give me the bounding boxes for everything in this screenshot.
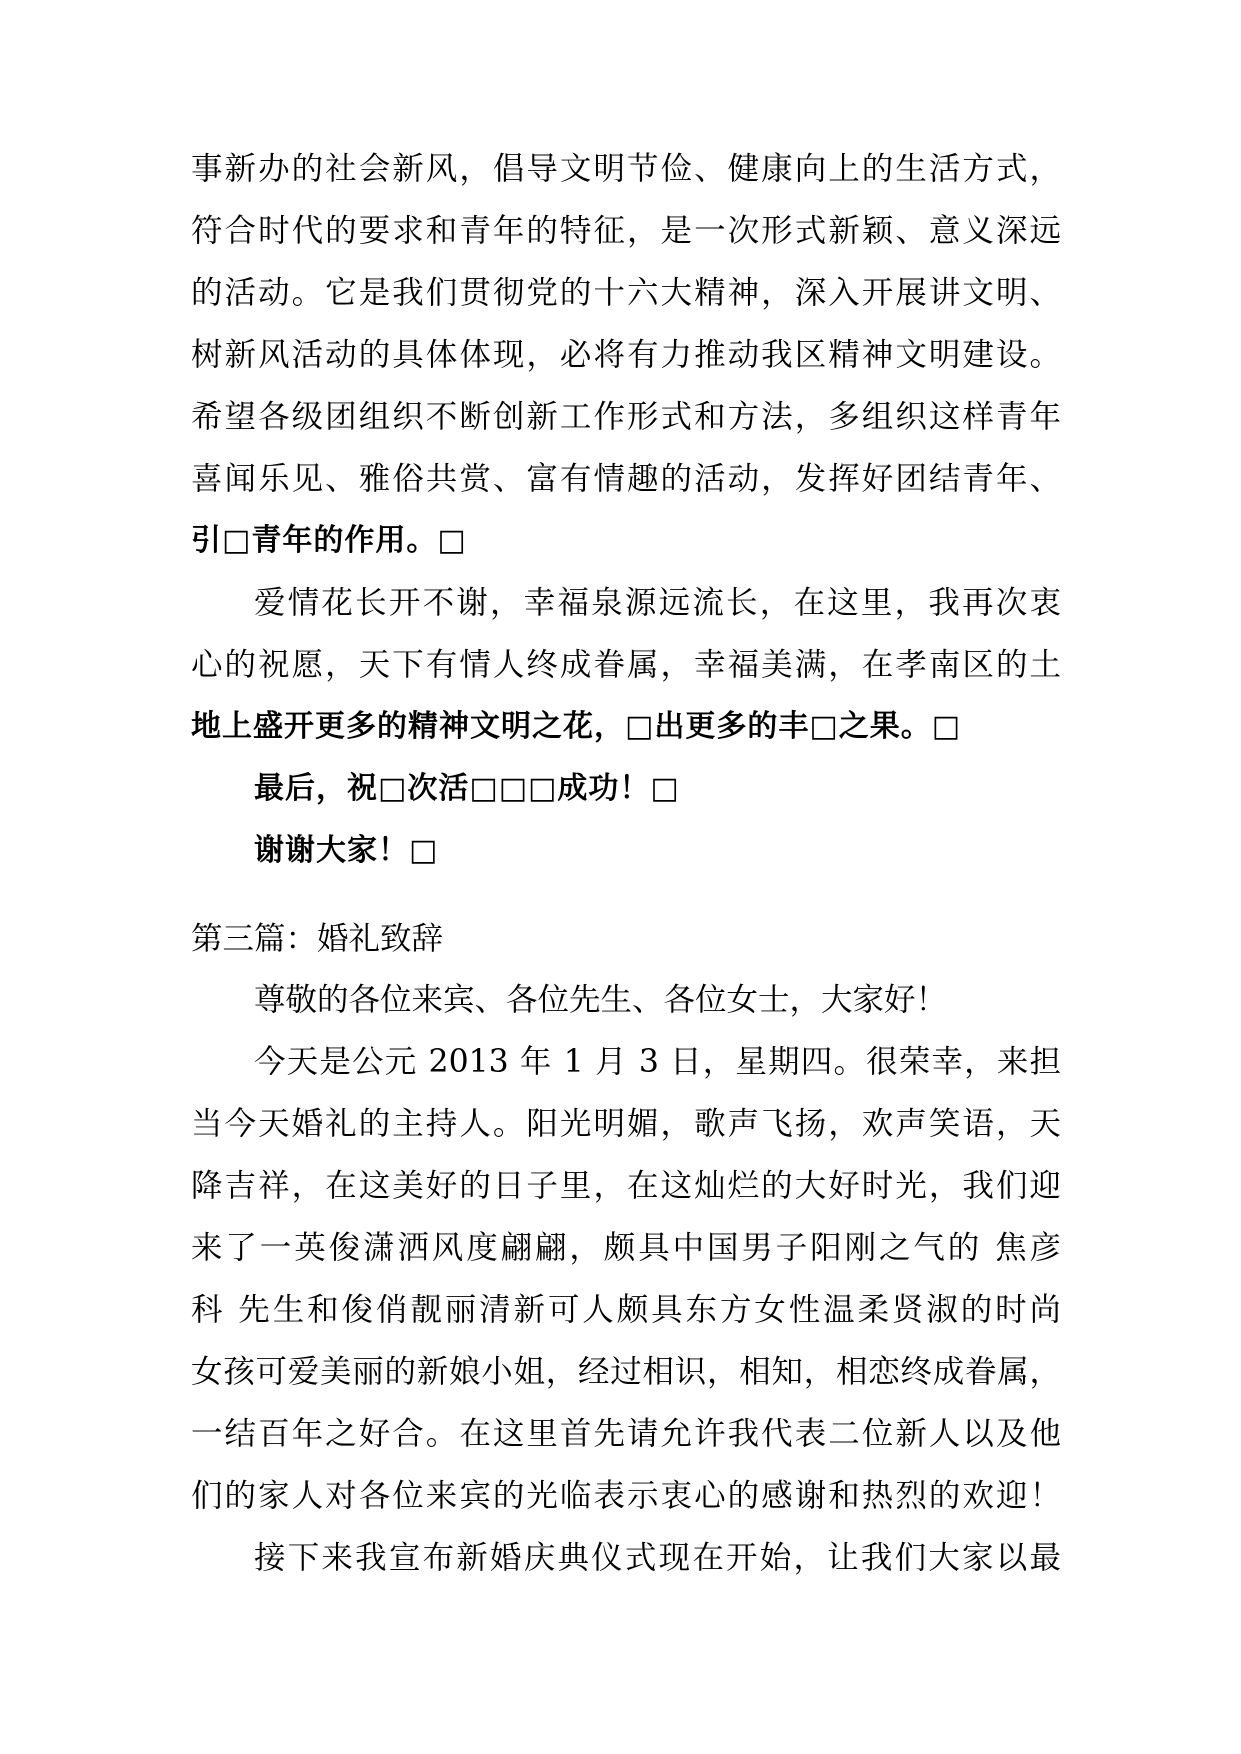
text-line: 尊敬的各位来宾、各位先生、各位女士，大家好！ bbox=[254, 982, 948, 1018]
text-line: 来了一英俊潇洒风度翩翩，颇具中国男子阳刚之气的 焦彦 bbox=[191, 1230, 1061, 1266]
text-line: 今天是公元 2013 年 1 月 3 日，星期四。很荣幸，来担 bbox=[254, 1044, 1061, 1080]
text-line: 地上盛开更多的精神文明之花，□出更多的丰□之果。□ bbox=[191, 709, 962, 744]
text-line: 事新办的社会新风，倡导文明节俭、健康向上的生活方式， bbox=[191, 151, 1061, 187]
text-line: 心的祝愿，天下有情人终成眷属，幸福美满，在孝南区的土 bbox=[191, 647, 1061, 683]
text-line: 谢谢大家！□ bbox=[254, 833, 439, 868]
text-line: 最后，祝□次活□□□成功！□ bbox=[254, 771, 680, 806]
text-line: 接下来我宣布新婚庆典仪式现在开始，让我们大家以最 bbox=[254, 1540, 1061, 1576]
text-line: 喜闻乐见、雅俗共赏、富有情趣的活动，发挥好团结青年、 bbox=[191, 461, 1061, 497]
text-line: 们的家人对各位来宾的光临表示衷心的感谢和热烈的欢迎！ bbox=[191, 1478, 1061, 1514]
text-line: 希望各级团组织不断创新工作形式和方法，多组织这样青年 bbox=[191, 399, 1061, 435]
text-line: 树新风活动的具体体现，必将有力推动我区精神文明建设。 bbox=[191, 337, 1061, 373]
text-line: 当今天婚礼的主持人。阳光明媚，歌声飞扬，欢声笑语，天 bbox=[191, 1106, 1061, 1142]
text-line: 女孩可爱美丽的新娘小姐，经过相识，相知，相恋终成眷属， bbox=[191, 1354, 1061, 1390]
text-line: 一结百年之好合。在这里首先请允许我代表二位新人以及他 bbox=[191, 1416, 1061, 1452]
text-line: 引□青年的作用。□ bbox=[191, 523, 467, 558]
text-line: 降吉祥，在这美好的日子里，在这灿烂的大好时光，我们迎 bbox=[191, 1168, 1061, 1204]
section-title: 第三篇：婚礼致辞 bbox=[191, 921, 444, 957]
text-line: 的活动。它是我们贯彻党的十六大精神，深入开展讲文明、 bbox=[191, 275, 1061, 311]
text-line: 符合时代的要求和青年的特征，是一次形式新颖、意义深远 bbox=[191, 213, 1061, 249]
text-line: 爱情花长开不谢，幸福泉源远流长，在这里，我再次衷 bbox=[254, 585, 1061, 621]
text-line: 科 先生和俊俏靓丽清新可人颇具东方女性温柔贤淑的时尚 bbox=[191, 1292, 1061, 1328]
